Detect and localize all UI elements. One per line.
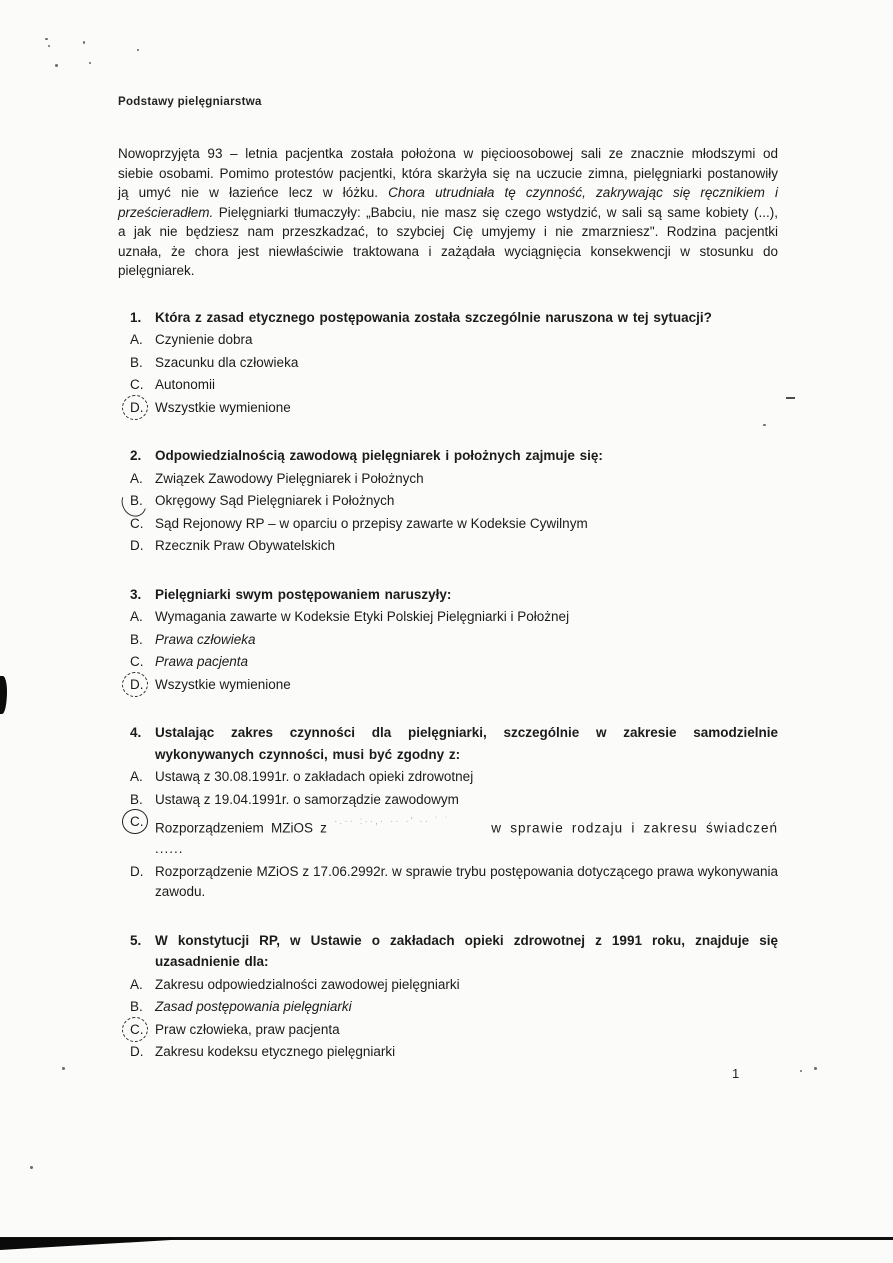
option-text: Rzecznik Praw Obywatelskich <box>155 538 336 553</box>
option-text: Szacunku dla człowieka <box>155 354 299 370</box>
option-letter <box>130 353 155 374</box>
question-title: Ustalając zakres czynności dla pielęgniarki, szczególnie w zakresie samodzielnie wykonywanych czynności, musi być zgodny z: <box>155 725 778 762</box>
scan-speck <box>763 424 766 426</box>
option-letter <box>130 767 155 788</box>
option-text: Praw człowieka, praw pacjenta <box>155 1021 340 1037</box>
question-number: 5. <box>130 932 142 948</box>
scan-speck <box>45 38 48 40</box>
option-letter-text: A. <box>130 976 143 992</box>
option-letter-text: C. <box>130 654 144 669</box>
question-2-header <box>130 445 778 467</box>
question-title: W konstytucji RP, w Ustawie o zakładach opieki zdrowotnej z 1991 roku, znajduje się uzasadnienie dla: <box>155 932 778 969</box>
option-row <box>130 790 778 811</box>
option-text: Wszystkie wymienione <box>155 676 291 692</box>
intro-segment-2: Pielęgniarki tłumaczyły: „Babciu, nie masz się czego wstydzić, w sali są same kobiety (...), a jak nie będziesz nam przeszkadzać, to szybciej Cię umyjemy i nie zmarzniesz". Rodzina pacjentki uznała, że chora jest niewłaściwie traktowana i zażądała wyciągnięcia konsekwencji w stosunku do pielęgniarek. <box>118 204 778 278</box>
option-row <box>130 997 778 1018</box>
option-letter <box>130 997 155 1018</box>
option-letter-text: A. <box>130 609 143 624</box>
scan-speck <box>48 45 50 47</box>
option-row <box>130 975 778 996</box>
option-row <box>130 607 778 628</box>
intro-segment-italic: Chora utrudniała tę czynność, zakrywając się ręcznikiem i prześcieradłem. <box>118 185 779 220</box>
option-letter <box>130 536 155 557</box>
scan-edge-artifact <box>0 676 7 714</box>
option-text: Rozporządzenie MZiOS z 17.06.2992r. w sprawie trybu postępowania dotyczącego prawa wykonywania zawodu. <box>155 863 778 899</box>
question-number: 4. <box>130 725 142 740</box>
option-row <box>130 330 778 351</box>
intro-paragraph <box>118 144 778 281</box>
option-row <box>130 652 778 673</box>
option-letter-text: C. <box>130 1021 144 1037</box>
document-header-title: Podstawy pielęgniarstwa <box>118 96 262 108</box>
option-letter <box>130 1020 155 1041</box>
scan-speck <box>137 49 139 51</box>
option-letter-text: D. <box>130 1044 144 1059</box>
question-5 <box>130 930 778 1063</box>
option-text: Zakresu odpowiedzialności zawodowej pielęgniarki <box>155 976 460 992</box>
option-letter <box>130 862 155 903</box>
option-letter <box>130 790 155 811</box>
option-text-pre: Rozporządzeniem MZiOS z <box>155 820 327 836</box>
option-letter <box>130 469 155 490</box>
option-text: Związek Zawodowy Pielęgniarek i Położnych <box>155 470 424 486</box>
question-4 <box>130 722 778 903</box>
option-letter <box>130 652 155 673</box>
question-3-header <box>130 584 778 606</box>
option-letter-text: B. <box>130 791 143 807</box>
option-row <box>130 630 778 651</box>
option-letter-text: C. <box>130 814 144 829</box>
scan-speck <box>800 1070 802 1072</box>
option-letter <box>130 330 155 351</box>
page-number: 1 <box>732 1066 740 1081</box>
scan-speck <box>55 64 58 67</box>
option-letter-text: B. <box>130 354 143 370</box>
option-letter-text: B. <box>130 631 143 647</box>
option-letter <box>130 375 155 396</box>
option-letter-text: B. <box>130 493 143 508</box>
stray-pen-dash <box>786 397 795 399</box>
scan-speck <box>30 1166 33 1169</box>
option-text: Ustawą z 19.04.1991r. o samorządzie zawodowym <box>155 791 459 807</box>
question-number: 2. <box>130 448 142 463</box>
question-3 <box>130 584 778 696</box>
option-letter-text: A. <box>130 769 143 784</box>
option-text: Zasad postępowania pielęgniarki <box>155 999 352 1014</box>
option-text: Czynienie dobra <box>155 332 253 347</box>
option-row <box>130 375 778 396</box>
option-letter <box>130 514 155 535</box>
option-row-marked-answer <box>130 812 778 860</box>
option-letter-text: A. <box>130 470 143 486</box>
option-text: Prawa człowieka <box>155 631 256 647</box>
option-letter <box>130 630 155 651</box>
option-row <box>130 1042 778 1063</box>
question-title: Pielęgniarki swym postępowaniem naruszyły: <box>155 586 452 602</box>
option-letter <box>130 398 155 419</box>
scan-speck <box>89 62 91 64</box>
option-row <box>130 514 778 535</box>
option-letter-text: D. <box>130 399 144 415</box>
intro-segment-1: Nowoprzyjęta 93 – letnia pacjentka została położona w pięcioosobowej sali ze znacznie młodszymi od siebie osobami. Pomimo protestów pacjentki, która skarżyła się na uczucie zimna, pielęgniarki postanowiły ją umyć nie w łazieńce lecz w łóżku. <box>118 146 778 200</box>
option-letter <box>130 607 155 628</box>
option-letter <box>130 975 155 996</box>
option-row <box>130 767 778 788</box>
option-text: Prawa pacjenta <box>155 654 249 669</box>
question-number: 3. <box>130 586 142 602</box>
option-row <box>130 353 778 374</box>
option-row-marked-answer <box>130 398 778 419</box>
question-1-header <box>130 307 778 329</box>
option-text-post: w sprawie rodzaju i zakresu świadczeń ...... <box>155 820 778 856</box>
scan-bottom-edge-wedge <box>0 1238 175 1250</box>
option-letter <box>130 1042 155 1063</box>
scan-speck <box>83 41 85 44</box>
option-row <box>130 862 778 903</box>
question-title: Która z zasad etycznego postępowania została szczególnie naruszona w tej sytuacji? <box>155 309 712 325</box>
option-text: Okręgowy Sąd Pielęgniarek i Położnych <box>155 493 395 508</box>
option-text: Sąd Rejonowy RP – w oparciu o przepisy zawarte w Kodeksie Cywilnym <box>155 515 588 531</box>
option-letter <box>130 812 155 860</box>
option-letter-text: D. <box>130 863 144 879</box>
scan-speck <box>62 1067 65 1070</box>
question-2 <box>130 445 778 557</box>
question-title: Odpowiedzialnością zawodową pielęgniarek i położnych zajmuje się: <box>155 448 603 463</box>
option-letter-text: C. <box>130 377 144 392</box>
option-text: Ustawą z 30.08.1991r. o zakładach opieki zdrowotnej <box>155 769 474 784</box>
question-1 <box>130 307 778 419</box>
document-page <box>118 96 778 1090</box>
option-letter-text: A. <box>130 332 143 347</box>
option-letter-text: D. <box>130 676 144 692</box>
option-text: Wymagania zawarte w Kodeksie Etyki Polskiej Pielęgniarki i Położnej <box>155 609 570 624</box>
option-row-marked-answer <box>130 491 778 512</box>
scan-speck <box>814 1067 817 1070</box>
question-4-header <box>130 722 778 765</box>
faded-illegible-text: ·.·· :··,· ·· ·' ·· ˙ ˙ <box>334 816 451 827</box>
option-row-marked-answer <box>130 675 778 696</box>
option-letter-text: B. <box>130 999 143 1014</box>
option-text: Zakresu kodeksu etycznego pielęgniarki <box>155 1044 396 1059</box>
option-text: Autonomii <box>155 377 216 392</box>
option-text <box>155 812 778 860</box>
option-row <box>130 536 778 557</box>
option-row <box>130 469 778 490</box>
question-5-header <box>130 930 778 973</box>
option-letter <box>130 491 155 512</box>
option-letter-text: D. <box>130 538 144 553</box>
option-letter <box>130 675 155 696</box>
option-row-marked-answer <box>130 1020 778 1041</box>
question-number: 1. <box>130 309 142 325</box>
option-text: Wszystkie wymienione <box>155 399 291 415</box>
option-letter-text: C. <box>130 515 144 531</box>
